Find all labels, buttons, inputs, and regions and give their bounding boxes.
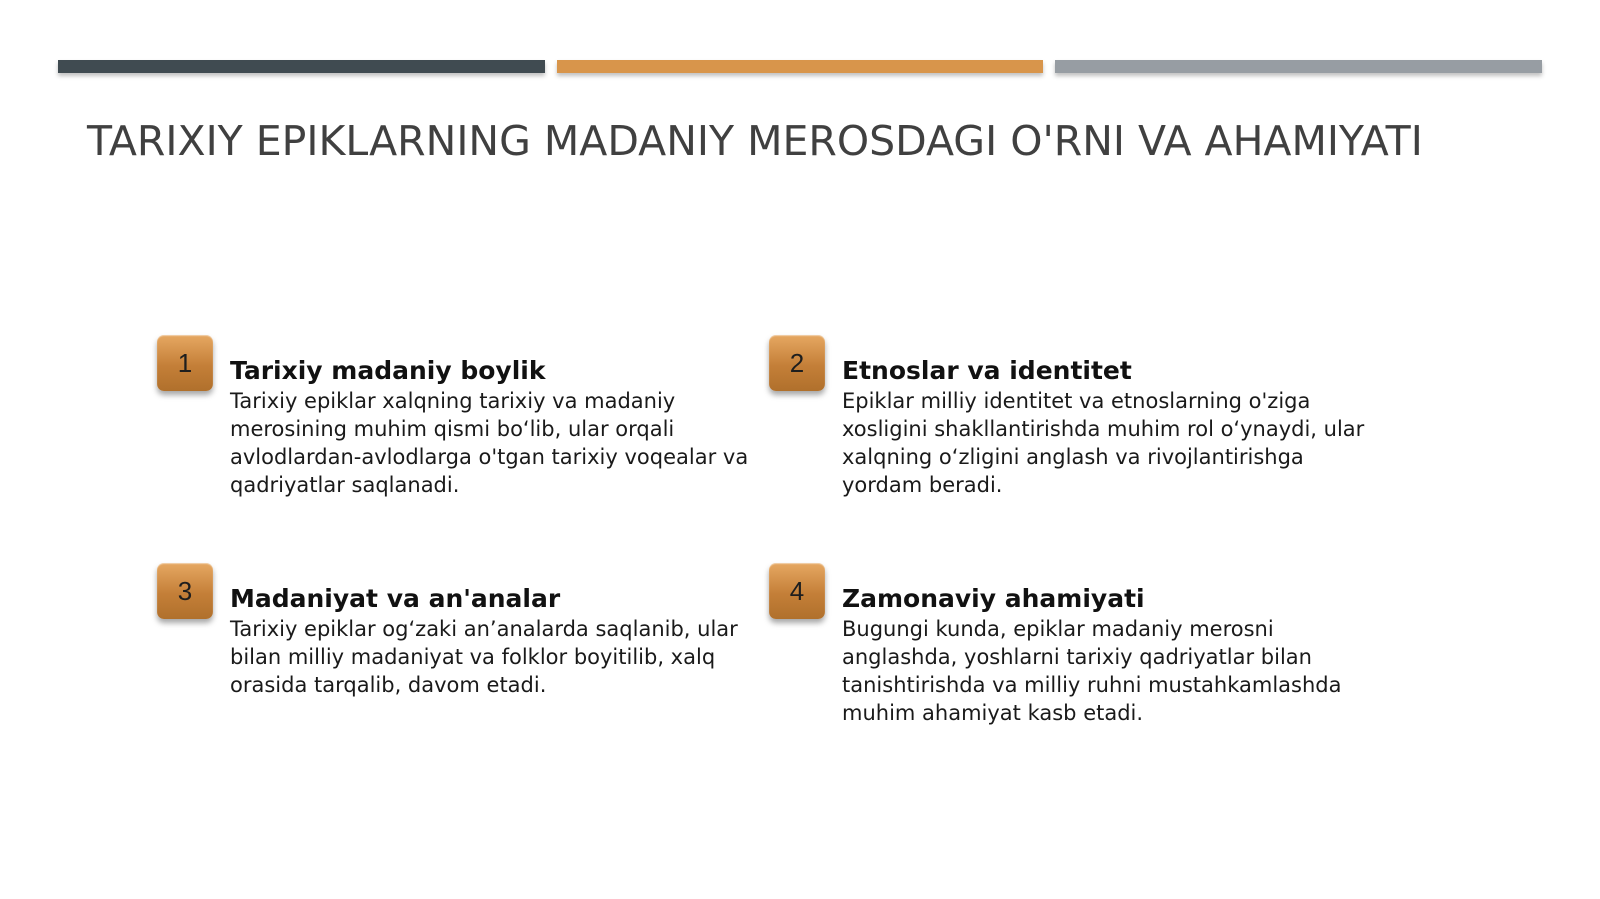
item-text bbox=[230, 355, 760, 499]
number-badge: 4 bbox=[769, 563, 825, 619]
item-heading: Zamonaviy ahamiyati bbox=[842, 584, 1145, 613]
item-body: Tarixiy epiklar xalqning tarixiy va madaniy merosining muhim qismi bo‘lib, ular orqali avlodlardan-avlodlarga o'tgan tarixiy voqealar va qadriyatlar saqlanadi. bbox=[230, 389, 749, 497]
item-heading: Tarixiy madaniy boylik bbox=[230, 356, 546, 385]
item-body: Epiklar milliy identitet va etnoslarning o'ziga xosligini shakllantirishda muhim rol o‘ynaydi, ular xalqning o‘zligini anglash va rivojlantirishga yordam beradi. bbox=[842, 389, 1365, 497]
number-badge: 2 bbox=[769, 335, 825, 391]
number-badge: 3 bbox=[157, 563, 213, 619]
item-text bbox=[842, 355, 1372, 499]
gray-accent-bar bbox=[1055, 60, 1542, 73]
orange-accent-bar bbox=[557, 60, 1043, 73]
slide-title: TARIXIY EPIKLARNING MADANIY MEROSDAGI O'RNI VA AHAMIYATI bbox=[87, 117, 1423, 165]
item-text bbox=[230, 583, 760, 699]
number-badge: 1 bbox=[157, 335, 213, 391]
dark-accent-bar bbox=[58, 60, 545, 73]
item-body: Bugungi kunda, epiklar madaniy merosni anglashda, yoshlarni tarixiy qadriyatlar bilan tanishtirishda va milliy ruhni mustahkamlashda muhim ahamiyat kasb etadi. bbox=[842, 617, 1342, 725]
item-text bbox=[842, 583, 1372, 727]
decorative-top-bars bbox=[58, 60, 1542, 73]
item-body: Tarixiy epiklar og‘zaki an’analarda saqlanib, ular bilan milliy madaniyat va folklor boyitilib, xalq orasida tarqalib, davom etadi. bbox=[230, 617, 738, 697]
item-heading: Madaniyat va an'analar bbox=[230, 584, 561, 613]
item-heading: Etnoslar va identitet bbox=[842, 356, 1132, 385]
